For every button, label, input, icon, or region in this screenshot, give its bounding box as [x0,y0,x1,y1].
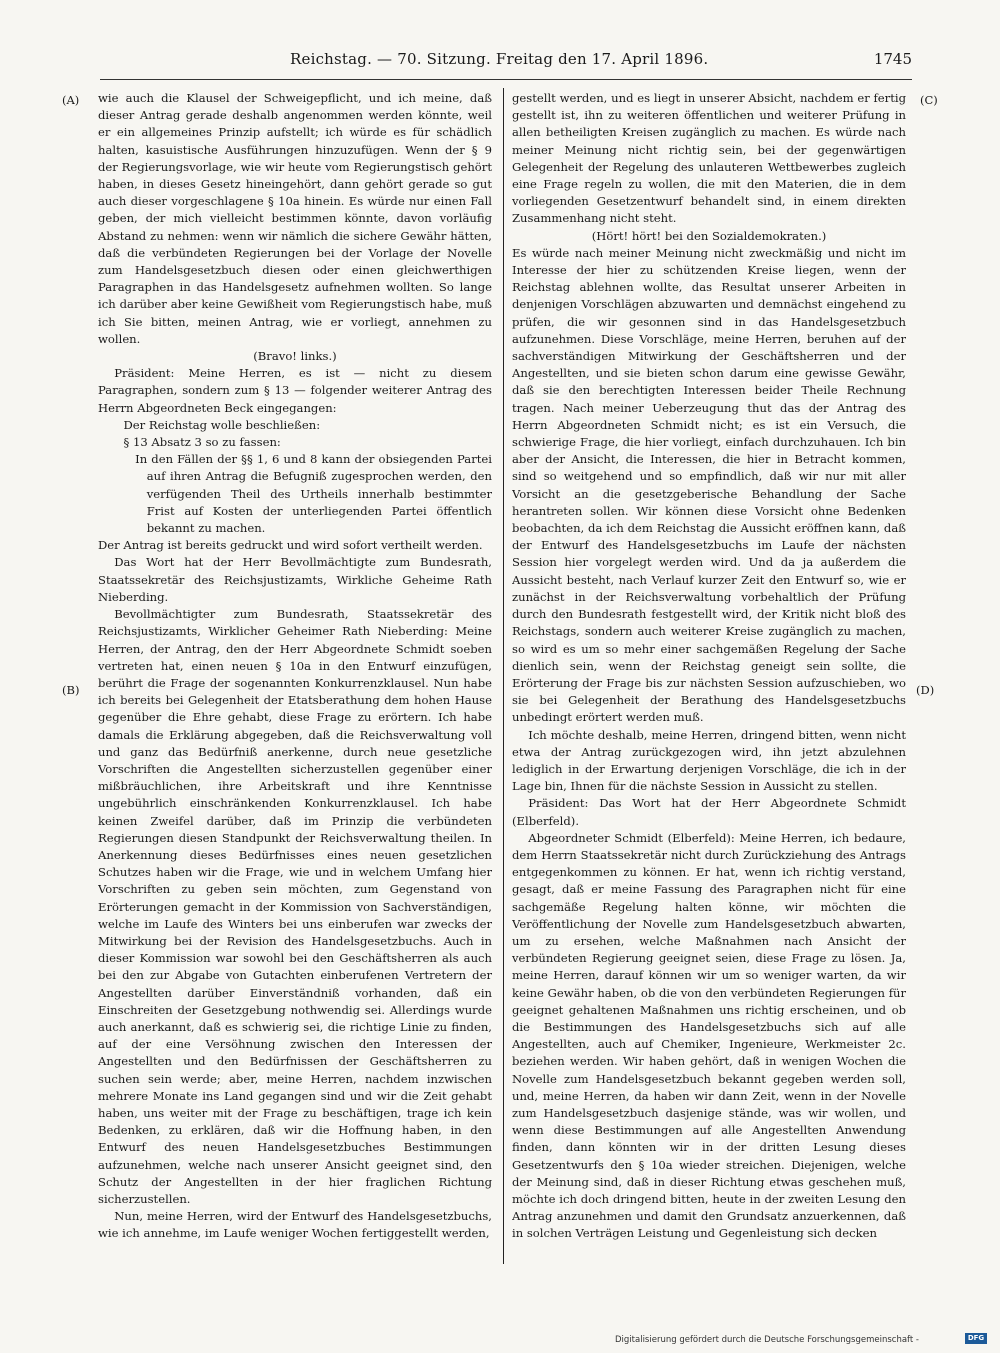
session-title: Reichstag. — 70. Sitzung. Freitag den 17. April 1896. [290,50,709,68]
motion-text: In den Fällen der §§ 1, 6 und 8 kann der obsiegenden Partei auf ihren Antrag die Befugniß zugesprochen werden, den verfügenden Theil des Urtheils innerhalb bestimmter Frist auf Kosten der unterliegenden Partei öffentlich bekannt zu machen. [135,452,492,536]
dfg-logo: DFG [965,1333,987,1344]
paragraph: Bevollmächtigter zum Bundesrath, Staatssekretär des Reichsjustizamts, Wirklicher Geheimer Rath Nieberding: Meine Herren, der Antrag, den der Herr Abgeordnete Schmidt soeben vertreten hat, einen neuen § 10a in den Entwurf einzufügen, berührt die Frage der sogenannten Konkurrenzklausel. Nun habe ich bereits bei Gelegenheit der Etatsberathung dem hohen Hause gegenüber die Ehre gehabt, diese Frage zu erörtern. Ich habe damals die Erklärung abgegeben, daß die Reichsverwaltung voll und ganz das Bedürfniß anerkenne, durch neue gesetzliche Vorschriften die Angestellten sicherzustellen gegenüber einer mißbräuchlichen, ihre Arbeitskraft und ihre Kenntnisse ungebührlich einschränkenden Konkurrenzklausel. Ich habe keinen Zweifel darüber, daß im Prinzip die verbündeten Regierungen diesen Standpunkt der Reichsverwaltung theilen. In Anerkennung dieses Bedürfnisses eines neuen gesetzlichen Schutzes haben wir die Frage, wie und in welchem Umfang hier Vorschriften zu geben sein möchten, zum Gegenstand von Erörterungen gemacht in der Kommission von Sachverständigen, welche im Laufe des Winters bei uns einberufen war zwecks der Mitwirkung bei der Revision des Handelsgesetzbuchs. Auch in dieser Kommission war sowohl bei den Geschäftsherren als auch bei den zur Abgabe von Gutachten einberufenen Vertretern der Angestellten darüber Einverständniß vorhanden, daß ein Einschreiten der Gesetzgebung nothwendig sei. Allerdings wurde auch anerkannt, daß es schwierig sei, die richtige Linie zu finden, auf der eine Versöhnung zwischen den Interessen der Angestellten und den Bedürfnissen der Geschäftsherren zu suchen sein werde; aber, meine Herren, nachdem inzwischen mehrere Monate ins Land gegangen sind und wir die Zeit gehabt haben, uns weiter mit der Frage zu beschäftigen, trage ich kein Bedenken, zu erklären, daß wir die Hoffnung haben, in den Entwurf des neuen Handelsgesetzbuches Bestimmungen aufzunehmen, welche nach unserer Ansicht geeignet sind, den Schutz der Angestellten in der hier fraglichen Richtung sicherzustellen. [98,607,492,1206]
margin-marker-c: (C) [920,93,938,107]
header-rule [100,79,912,80]
margin-marker-a: (A) [62,93,80,107]
footer-credit: Digitalisierung gefördert durch die Deutsche Forschungsgemeinschaft - [615,1335,919,1345]
paragraph: Nun, meine Herren, wird der Entwurf des Handelsgesetzbuchs, wie ich annehme, im Laufe weniger Wochen fertiggestellt werden, [98,1209,492,1241]
right-column [512,90,906,1262]
paragraph: Abgeordneter Schmidt (Elberfeld): Meine Herren, ich bedaure, dem Herrn Staatssekretär nicht durch Zurückziehung des Antrags entgegenkommen zu können. Er hat, wenn ich richtig verstand, gesagt, daß er meine Fassung des Paragraphen nicht für eine sachgemäße Regelung halten könne, wir möchten die Veröffentlichung der Novelle zum Handelsgesetzbuch abwarten, um zu ersehen, welche Maßnahmen nach Ansicht der verbündeten Regierung geeignet seien, diese Frage zu lösen. Ja, meine Herren, darauf können wir um so weniger warten, da wir keine Gewähr haben, ob die von den verbündeten Regierungen für geeignet gehaltenen Maßnahmen uns richtig erscheinen, und ob die Bestimmungen des Handelsgesetzbuchs sich auf alle Angestellten, auch auf Chemiker, Ingenieure, Werkmeister 2c. beziehen werden. Wir haben gehört, daß in wenigen Wochen die Novelle zum Handelsgesetzbuch bekannt gegeben werden soll, und, meine Herren, da haben wir dann Zeit, wenn in der Novelle zum Handelsgesetzbuch dasjenige stände, was wir wollen, und wenn diese Bestimmungen auf alle Angestellten Anwendung finden, dann könnten wir in der dritten Lesung dieses Gesetzentwurfs den § 10a wieder streichen. Diejenigen, welche der Meinung sind, daß in dieser Richtung etwas geschehen muß, möchte ich doch dringend bitten, heute in der zweiten Lesung den Antrag anzunehmen und damit den Grundsatz anzuerkennen, daß in solchen Verträgen Leistung und Gegenleistung sich decken [512,830,906,1241]
paragraph: wie auch die Klausel der Schweigepflicht, und ich meine, daß dieser Antrag gerade deshalb angenommen werden könnte, weil er ein allgemeines Prinzip aufstellt; ich würde es für schädlich halten, kasuistische Ausführungen hinzuzufügen. Wenn der § 9 der Regierungsvorlage, wie wir heute vom Regierungstisch gehört haben, in dieses Gesetz hineingehört, dann gehört gerade so gut auch dieser vorgeschlagene § 10a hinein. Es würde nur einen Fall geben, der mich vielleicht bestimmen könnte, davon vorläufig Abstand zu nehmen: wenn wir nämlich die sichere Gewähr hätten, daß die verbündeten Regierungen bei der Vorlage der Novelle zum Handelsgesetzbuch diesen oder einen gleichwerthigen Paragraphen in das Handelsgesetz aufnehmen wollten. So lange ich darüber aber keine Gewißheit vom Regierungstisch habe, muß ich Sie bitten, meinen Antrag, wie er vorliegt, annehmen zu wollen. [98,91,492,346]
motion-line: § 13 Absatz 3 so zu fassen: [123,435,281,450]
interjection: (Hört! hört! bei den Sozialdemokraten.) [591,228,827,243]
paragraph: Präsident: Das Wort hat der Herr Abgeordnete Schmidt (Elberfeld). [512,796,906,828]
page-header [60,50,920,72]
paragraph: Das Wort hat der Herr Bevollmächtigte zum Bundesrath, Staatssekretär des Reichsjustizamts, Wirkliche Geheime Rath Nieberding. [98,555,492,604]
paragraph: Der Antrag ist bereits gedruckt und wird sofort vertheilt werden. [98,538,483,553]
paragraph: Es würde nach meiner Meinung nicht zweckmäßig und nicht im Interesse der hier zu schützenden Kreise liegen, wenn der Reichstag ablehnen wollte, das Resultat unserer Arbeiten in denjenigen Vorschlägen abzuwarten und demnächst eingehend zu prüfen, die wir gesonnen sind in das Handelsgesetzbuch aufzunehmen. Diese Vorschläge, meine Herren, beruhen auf der sachverständigen Mitwirkung der Geschäftsherren und der Angestellten, und sie bieten schon darum eine gewisse Gewähr, daß sie den berechtigten Interessen beider Theile Rechnung tragen. Nach meiner Ueberzeugung thut das der Antrag des Herrn Abgeordneten Schmidt nicht; es ist ein Versuch, die schwierige Frage, die hier vorliegt, einfach durchzuhauen. Ich bin aber der Ansicht, die Interessen, die hier in Betracht kommen, sind so weitgehend und so empfindlich, daß wir nur mit aller Vorsicht an die gesetzgeberische Behandlung der Sache herantreten sollen. Wir können diese Vorsicht ohne Bedenken beobachten, da ich dem Reichstag die Aussicht eröffnen kann, daß der Entwurf des Handelsgesetzbuchs im Laufe der nächsten Session hier vorgelegt werden wird. Und da ja außerdem die Aussicht besteht, nach Verlauf kurzer Zeit den Entwurf so, wie er zunächst in der Reichsverwaltung vorbehaltlich der Prüfung durch den Bundesrath festgestellt wird, der Kritik nicht bloß des Reichstags, sondern auch weiterer Kreise zugänglich zu machen, so wird es um so mehr einer sachgemäßen Regelung der Sache dienlich sein, wenn der Reichstag geneigt sein sollte, die Erörterung der Frage bis zur nächsten Session aufzuschieben, wo sie bei Gelegenheit der Berathung des Handelsgesetzbuchs unbedingt erörtert werden muß. [512,245,906,725]
paragraph: Ich möchte deshalb, meine Herren, dringend bitten, wenn nicht etwa der Antrag zurückgezogen wird, ihn jetzt abzulehnen lediglich in der Erwartung derjenigen Vorschläge, die ich in der Lage bin, Ihnen für die nächste Session in Aussicht zu stellen. [512,727,906,794]
margin-marker-b: (B) [62,683,80,697]
page-number: 1745 [873,50,912,68]
margin-marker-d: (D) [916,683,935,697]
motion-line: Der Reichstag wolle beschließen: [123,417,321,432]
column-divider [503,88,504,1264]
interjection: (Bravo! links.) [253,349,337,364]
paragraph: gestellt werden, und es liegt in unserer Absicht, nachdem er fertig gestellt ist, ihn zu weiteren öffentlichen und weiterer Prüfung in allen betheiligten Kreisen zugänglich zu machen. Es würde nach meiner Meinung nicht richtig sein, bei der gegenwärtigen Gelegenheit der Regelung des unlauteren Wettbewerbes zugleich eine Frage regeln zu wollen, die mit den Materien, die in dem vorliegenden Gesetzentwurf behandelt sind, in einem direkten Zusammenhang nicht steht. [512,91,906,226]
paragraph: Präsident: Meine Herren, es ist — nicht zu diesem Paragraphen, sondern zum § 13 — folgender weiterer Antrag des Herrn Abgeordneten Beck eingegangen: [98,366,492,415]
left-column [98,90,492,1262]
